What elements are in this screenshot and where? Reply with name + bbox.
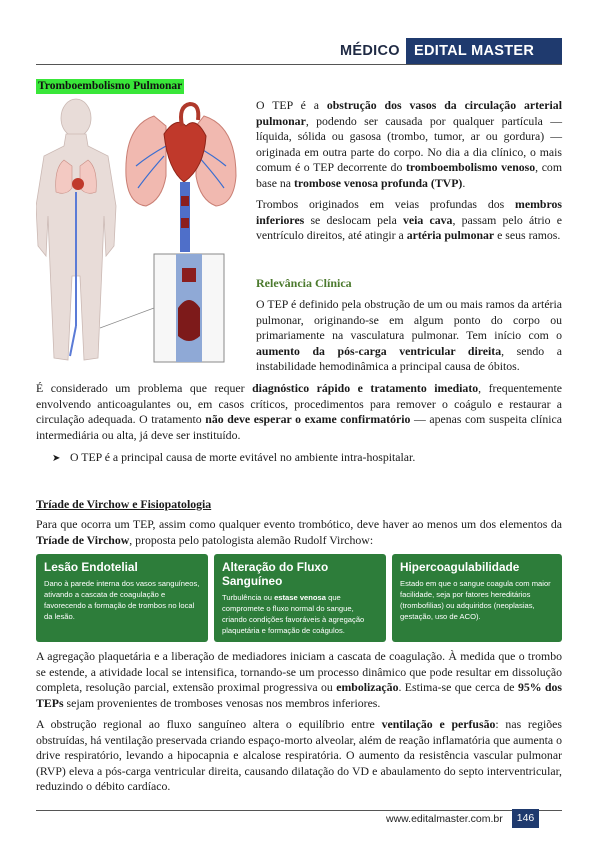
card-body: Turbulência ou estase venosa que compromete o fluxo normal do sangue, criando condições favoráveis à agregação plaquetária e formação de coágulos. xyxy=(222,593,365,635)
thrombus-magnified xyxy=(178,300,200,341)
topic-title: Tromboembolismo Pulmonar xyxy=(38,80,183,92)
card-endothelial-injury xyxy=(36,554,208,642)
virchow-intro: Para que ocorra um TEP, assim como qualquer evento trombótico, deve haver ao menos um dos elementos da Tríade de Virchow, proposta pelo patologista alemão Rudolf Virchow: xyxy=(36,517,562,547)
zoom-line xyxy=(100,308,154,328)
small-vein-leg xyxy=(70,326,76,356)
relevance-paragraph-2: É considerado um problema que requer diagnóstico rápido e tratamento imediato, frequentemente envolvendo anticoagulantes ou, em casos críticos, procedimentos para remover o coágulo e restaurar a circulação adequada. O tratamento não deve esperar o exame confirmatório — apenas com suspeita clínica intermediária ou alta, já deve ser instituído. xyxy=(36,381,562,442)
card-blood-flow-change xyxy=(214,554,386,642)
card-title: Hipercoagulabilidade xyxy=(400,560,520,574)
virchow-triad-cards xyxy=(36,554,562,642)
intro-paragraph-1: O TEP é a obstrução dos vasos da circulação arterial pulmonar, podendo ser causada por qualquer partícula — líquida, sólida ou gasosa (trombo, tumor, ar ou gordura) — originada em outra parte do corpo. No dia a dia clínico, o mais comum é o TEP decorrente do tromboembolismo venoso, com base na trombose venosa profunda (TVP). xyxy=(256,98,563,190)
intro-paragraph-2: Trombos originados em veias profundas dos membros inferiores se deslocam pela veia cava, passam pelo átrio e ventrículo direitos, até atingir a artéria pulmonar e seus ramos. xyxy=(256,197,562,243)
section-title-virchow: Tríade de Virchow e Fisiopatologia xyxy=(36,497,212,511)
card-title: Lesão Endotelial xyxy=(44,560,138,574)
page-number: 146 xyxy=(512,809,539,828)
footer-url[interactable]: www.editalmaster.com.br xyxy=(386,813,503,825)
virchow-paragraph-last: A obstrução regional ao fluxo sanguíneo altera o equilíbrio entre ventilação e perfusão: nas regiões obstruídas, há ventilação preservada criando espaço-morto alveolar, além de reação inflamatória que aumenta o drive respiratório, levando a hipocapnia e alcalose respiratória. O aumento da resistência vascular pulmonar (RVP) eleva a pós-carga ventricular direita, causando dilatação do VD e abaulamento do septo interventricular, reduzindo o débito cardíaco. xyxy=(36,717,562,794)
embolus-upper xyxy=(181,196,189,206)
small-heart xyxy=(72,178,84,190)
card-body: Estado em que o sangue coagula com maior facilidade, seja por fatores hereditários (trombofilias) ou adquiridos (neoplasias, gestação, uso de ACO). xyxy=(400,579,551,621)
virchow-paragraph-after: A agregação plaquetária e a liberação de mediadores iniciam a cascata de coagulação. À medida que o trombo se estende, a atividade local se intensifica, tornando-se um processo dinâmico que pode resultar em dissolução completa, resolução parcial, extensão proximal progressiva ou embolização. Estima-se que cerca de 95% dos TEPs sejam provenientes de tromboses venosas nos membros inferiores. xyxy=(36,649,562,710)
vena-cava xyxy=(180,182,190,252)
aorta xyxy=(181,104,198,126)
header-specialty: MÉDICO xyxy=(340,43,400,59)
header-divider xyxy=(36,64,562,65)
header-brand: EDITAL MASTER xyxy=(406,38,562,64)
pulmonary-embolism-illustration xyxy=(36,96,246,368)
relevance-heading: Relevância Clínica xyxy=(256,276,352,290)
embolus-lower xyxy=(181,218,189,228)
bullet-text: O TEP é a principal causa de morte evitável no ambiente intra-hospitalar. xyxy=(70,450,416,464)
arrow-bullet-icon: ➤ xyxy=(52,453,61,464)
card-hypercoagulability xyxy=(392,554,562,642)
relevance-paragraph-1: O TEP é definido pela obstrução de um ou mais ramos da artéria pulmonar, originando-se em algum ponto do corpo ou primariamente na vasculatura pulmonar. Tem início com o aumento da pós-carga ventricular direita, sendo a instabilidade hemodinâmica a principal causa de óbitos. xyxy=(256,297,562,374)
embolus-magnified-1 xyxy=(182,268,196,282)
card-body: Dano à parede interna dos vasos sanguíneos, ativando a cascata de coagulação e favorecendo a formação de trombos no local da lesão. xyxy=(44,579,200,621)
card-title: Alteração do Fluxo Sanguíneo xyxy=(222,560,329,588)
footer-divider xyxy=(36,810,562,811)
bullet-item xyxy=(52,450,415,466)
